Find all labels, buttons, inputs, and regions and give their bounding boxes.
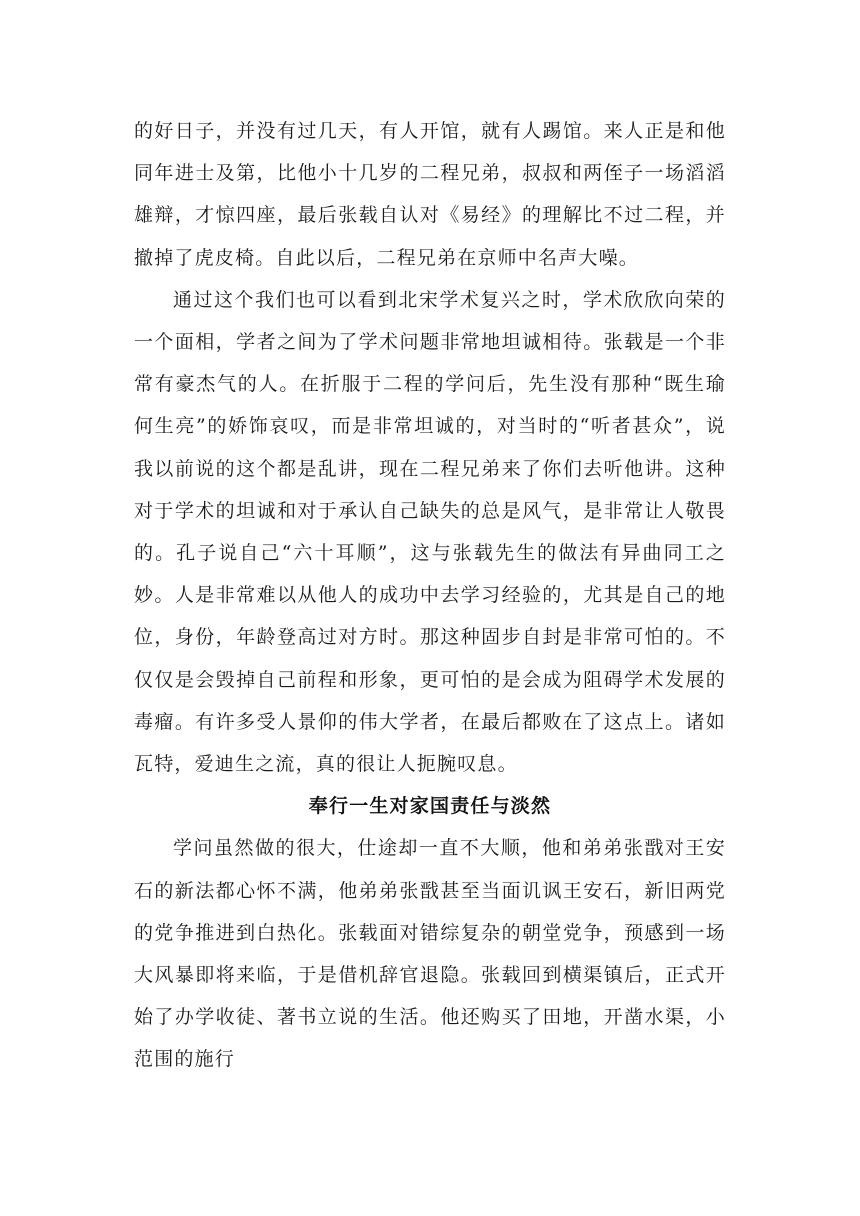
paragraph-continued: 的好日子，并没有过几天，有人开馆，就有人踢馆。来人正是和他同年进士及第，比他小十几岁的二程兄弟，叔叔和两侄子一场滔滔雄辩，才惊四座，最后张载自认对《易经》的理解比不过二程，并撤掉了虎皮椅。自此以后，二程兄弟在京师中名声大噪。 — [134, 120, 726, 269]
paragraph-academic-candor: 通过这个我们也可以看到北宋学术复兴之时，学术欣欣向荣的一个面相，学者之间为了学术问题非常地坦诚相待。张载是一个非常有豪杰气的人。在折服于二程的学问后，先生没有那种“既生瑜何生亮”的娇饰哀叹，而是非常坦诚的，对当时的“听者甚众”，说我以前说的这个都是乱讲，现在二程兄弟来了你们去听他讲。这种对于学术的坦诚和对于承认自己缺失的总是风气，是非常让人敬畏的。孔子说自己“六十耳顺”，这与张载先生的做法有异曲同工之妙。人是非常难以从他人的成功中去学习经验的，尤其是自己的地位，身份，年龄登高过对方时。那这种固步自封是非常可怕的。不仅仅是会毁掉自己前程和形象，更可怕的是会成为阻碍学术发展的毒瘤。有许多受人景仰的伟大学者，在最后都败在了这点上。诸如瓦特，爱迪生之流，真的很让人扼腕叹息。 — [134, 288, 726, 776]
paragraph-career: 学问虽然做的很大，仕途却一直不大顺，他和弟弟张戬对王安石的新法都心怀不满，他弟弟张戬甚至当面讥讽王安石，新旧两党的党争推进到白热化。张载面对错综复杂的朝堂党争，预感到一场大风暴即将来临，于是借机辞官退隐。张载回到横渠镇后，正式开始了办学收徒、著书立说的生活。他还购买了田地，开凿水渠，小范围的施行 — [134, 837, 726, 1071]
section-heading: 奉行一生对家国责任与淡然 — [308, 795, 552, 818]
document-body — [134, 110, 726, 1081]
